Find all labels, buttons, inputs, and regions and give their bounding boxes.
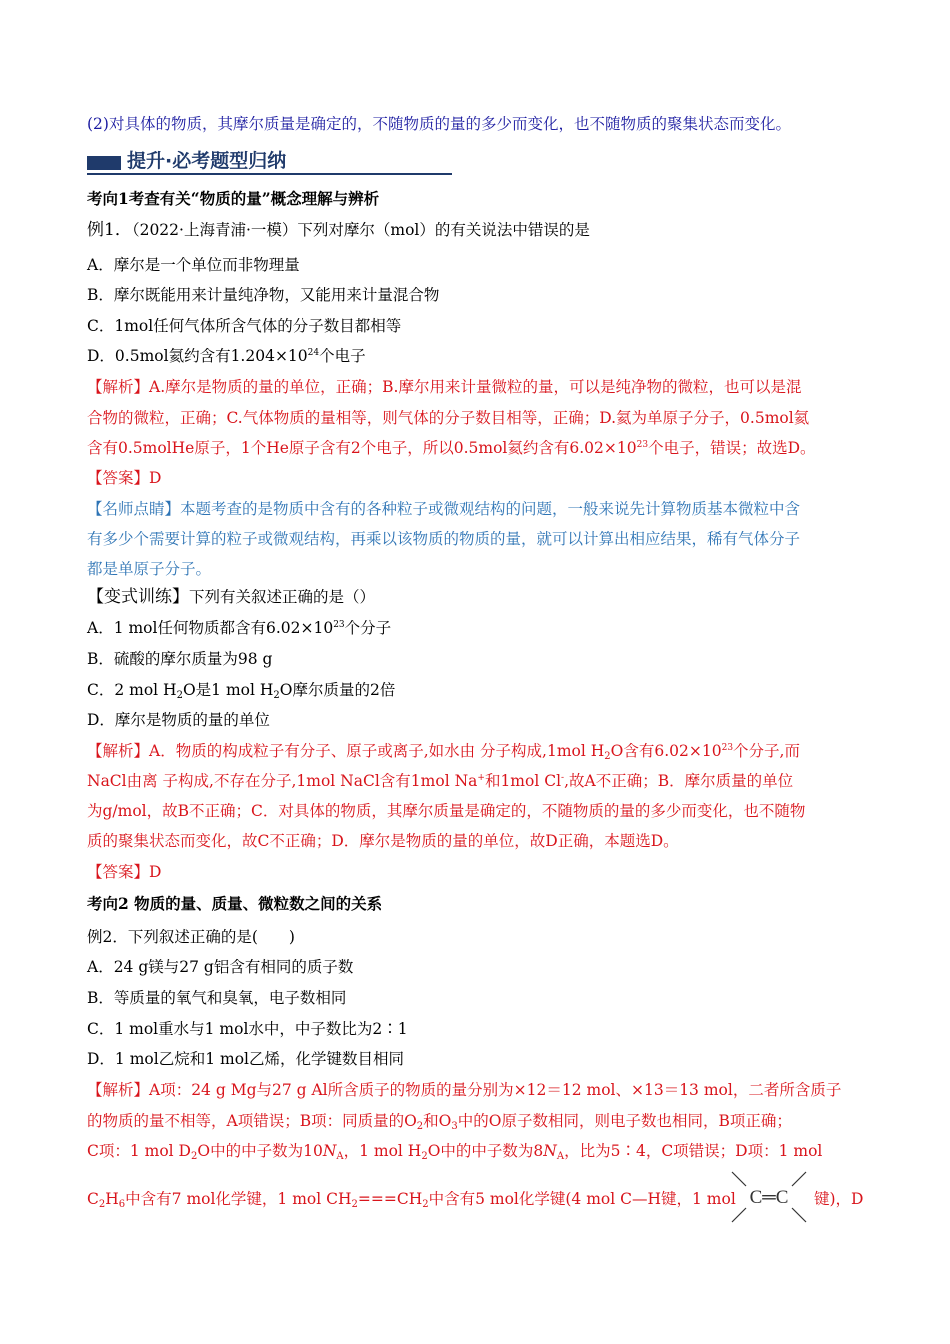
- a2l3-i: N: [543, 1142, 557, 1160]
- a2l3-b: 2: [191, 1151, 198, 1162]
- analysis1-line2: 合物的微粒，正确；C.气体物质的量相等，则气体的分子数目相等，正确；D.氦为单原子分子，0.5mol氦: [87, 409, 810, 427]
- a2l3-c: O中的中子数为10: [197, 1142, 323, 1160]
- variant-option-d: D．摩尔是物质的量的单位: [87, 711, 270, 729]
- variant-answer: 【答案】D: [87, 863, 162, 881]
- a2l3-f: ，1 mol H: [343, 1142, 422, 1160]
- a2l4-b: 2: [98, 1199, 106, 1210]
- val2-c: 和1mol Cl: [484, 772, 562, 790]
- va-text: A．1 mol任何物质都含有6.02×10: [87, 619, 334, 637]
- a2l3-d: N: [322, 1142, 337, 1160]
- variant-analysis-line3: 为g/mol，故B不正确；C．对具体的物质，其摩尔质量是确定的，不随物质的量的多少而变化，也不随物: [87, 802, 806, 820]
- a2l4-g: ===CH: [357, 1190, 423, 1208]
- tip-line2: 有多少个需要计算的粒子或微观结构，再乘以该物质的物质的量，就可以计算出相应结果，稀有气体分子: [87, 530, 801, 548]
- val1-a: 【解析】A．物质的构成粒子有分子、原子或离子,如水由 分子构成,1mol H: [87, 742, 605, 760]
- header-bar-icon: [87, 156, 121, 170]
- vc-a: C．2 mol H: [87, 681, 177, 699]
- topic2-title: 考向2 物质的量、质量、微粒数之间的关系: [87, 894, 383, 913]
- variant-option-a: [87, 617, 391, 639]
- example2-option-b: B．等质量的氧气和臭氧，电子数相同: [87, 989, 347, 1007]
- val1-c: O含有6.02×10: [610, 742, 722, 760]
- tip-line3: 都是单原子分子。: [87, 560, 212, 578]
- a2l4-f: 2: [351, 1199, 358, 1210]
- topic1-title: 考向1考查有关“物质的量”概念理解与辨析: [87, 189, 380, 208]
- val1-b: 2: [604, 751, 611, 762]
- a2l4-c: H: [105, 1190, 119, 1208]
- a2l2-c: 和O: [423, 1112, 452, 1130]
- opt-d-tail: 个电子: [319, 347, 366, 365]
- double-bond-diagram: [728, 1170, 810, 1224]
- a2l3-k: ，比为5∶4，C项错误；D项：1 mol: [564, 1142, 823, 1160]
- vc-b: 2: [176, 690, 183, 701]
- a2l3-j: A: [556, 1151, 565, 1162]
- variant-analysis-line1: [87, 740, 800, 762]
- val2-e: ,故A不正确；B．摩尔质量的单位: [564, 772, 794, 790]
- example2-stem: 例2．下列叙述正确的是( ): [87, 928, 295, 946]
- example2-option-c: C．1 mol重水与1 mol水中，中子数比为2∶1: [87, 1020, 408, 1038]
- a2l2-a: 的物质的量不相等，A项错误；B项：同质量的O: [87, 1112, 417, 1130]
- section-header-title: 提升·必考题型归纳: [127, 150, 287, 172]
- a2l2-e: 中的O原子数相同，则电子数也相同，B项正确；: [457, 1112, 792, 1130]
- a2l3-h: O中的中子数为8: [427, 1142, 544, 1160]
- a2l4-e: 中含有7 mol化学键，1 mol CH: [125, 1190, 352, 1208]
- ana3-tail: 个电子，错误；故选D。: [648, 439, 816, 457]
- variant-analysis-line4: 质的聚集状态而变化，故C不正确；D．摩尔是物质的量的单位，故D正确，本题选D。: [87, 832, 679, 850]
- opt-d-text: D．0.5mol氦约含有1.204×10: [87, 347, 308, 365]
- ana3-exp: 23: [636, 440, 649, 450]
- example2-option-a: A．24 g镁与27 g铝含有相同的质子数: [87, 958, 354, 976]
- a2l3-e: A: [336, 1151, 344, 1162]
- analysis2-line1: 【解析】A项：24 g Mg与27 g Al所含质子的物质的量分别为×12＝12 mol、×13＝13 mol，二者所含质子: [87, 1081, 842, 1099]
- section-header: [87, 148, 452, 176]
- example2-option-d: D．1 mol乙烷和1 mol乙烯，化学键数目相同: [87, 1050, 404, 1068]
- example1-option-d: [87, 345, 366, 367]
- a2l2-b: 2: [416, 1121, 424, 1132]
- variant-stem: [87, 586, 375, 608]
- example1-option-a: A．摩尔是一个单位而非物理量: [87, 256, 300, 274]
- tip-line1: 【名师点睛】本题考查的是物质中含有的各种粒子或微观结构的问题，一般来说先计算物质基本微粒中含: [87, 500, 801, 518]
- example1-stem: [87, 219, 590, 241]
- variant-label: 【变式训练】: [87, 587, 189, 607]
- variant-text: 下列有关叙述正确的是（）: [189, 588, 376, 606]
- vc-d: 2: [273, 690, 280, 701]
- analysis1-line3: [87, 437, 816, 459]
- a2l3-a: C项：1 mol D: [87, 1142, 191, 1160]
- val2-b: +: [477, 773, 485, 783]
- val1-d: 23: [721, 743, 734, 753]
- a2l4-i: 中含有5 mol化学键(4 mol C—H键，1 mol: [428, 1190, 736, 1208]
- a2l3-g: 2: [421, 1151, 428, 1162]
- variant-option-c: [87, 679, 395, 701]
- a2l2-d: 3: [451, 1121, 458, 1132]
- a2l4-h: 2: [422, 1199, 429, 1210]
- example1-text: （2022·上海青浦·一模）下列对摩尔（mol）的有关说法中错误的是: [131, 221, 590, 239]
- ana3-text: 含有0.5molHe原子，1个He原子含有2个电子，所以0.5mol氦约含有6.02×10: [87, 439, 637, 457]
- example1-option-c: C．1mol任何气体所含气体的分子数目都相等: [87, 317, 402, 335]
- answer1: 【答案】D: [87, 469, 162, 487]
- header-underline: [87, 173, 452, 175]
- analysis1-line1: 【解析】A.摩尔是物质的量的单位，正确；B.摩尔用来计量微粒的量，可以是纯净物的微粒，也可以是混: [87, 378, 802, 396]
- bond-label: C═C: [749, 1187, 789, 1208]
- vc-c: O是1 mol H: [182, 681, 274, 699]
- a2l4-d: 6: [118, 1199, 126, 1210]
- vc-e: O摩尔质量的2倍: [279, 681, 396, 699]
- a2l4-a: C: [87, 1190, 99, 1208]
- example1-label: 例1．: [87, 220, 132, 240]
- intro-line: (2)对具体的物质，其摩尔质量是确定的，不随物质的量的多少而变化，也不随物质的聚集状态而变化。: [87, 115, 791, 133]
- va-exp: 23: [333, 620, 345, 630]
- variant-analysis-line2: [87, 770, 793, 792]
- analysis2-line3: [87, 1140, 822, 1162]
- example1-option-b: B．摩尔既能用来计量纯净物，又能用来计量混合物: [87, 286, 440, 304]
- va-tail: 个分子: [344, 619, 392, 637]
- val2-a: NaCl由离 子构成,不存在分子,1mol NaCl含有1mol Na: [87, 772, 478, 790]
- analysis2-line4-end: 键)，D: [814, 1190, 864, 1208]
- val2-d: -: [561, 773, 565, 783]
- analysis2-line4-start: [87, 1188, 737, 1210]
- opt-d-exp: 24: [307, 348, 320, 358]
- analysis2-line2: [87, 1110, 792, 1132]
- variant-option-b: B．硫酸的摩尔质量为98 g: [87, 650, 273, 668]
- val1-e: 个分子,而: [733, 742, 800, 760]
